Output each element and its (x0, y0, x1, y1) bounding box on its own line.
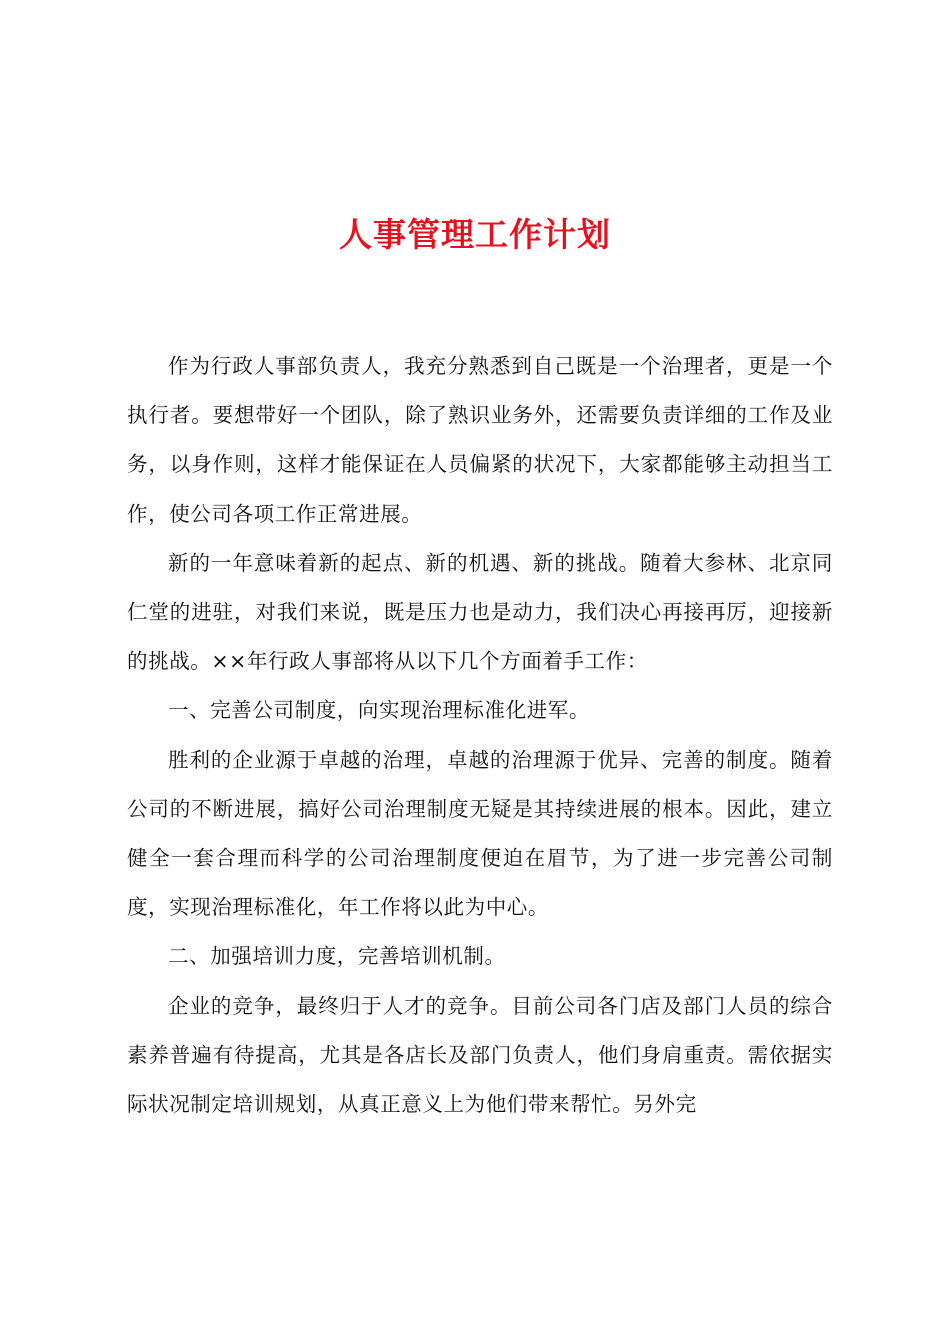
paragraph-intro: 作为行政人事部负责人，我充分熟悉到自己既是一个治理者，更是一个执行者。要想带好一个团队，除了熟识业务外，还需要负责详细的工作及业务，以身作则，这样才能保证在人员偏紧的状况下，大家都能够主动担当工作，使公司各项工作正常进展。 (127, 354, 833, 526)
section-heading-1: 一、完善公司制度，向实现治理标准化进军。 (168, 698, 590, 723)
document-title: 人事管理工作计划 (339, 215, 611, 254)
paragraph-new-year: 新的一年意味着新的起点、新的机遇、新的挑战。随着大参林、北京同仁堂的进驻，对我们来说，既是压力也是动力，我们决心再接再厉，迎接新的挑战。××年行政人事部将从以下几个方面着手工作： (127, 550, 833, 674)
document-body (127, 342, 833, 1129)
paragraph-system: 胜利的企业源于卓越的治理，卓越的治理源于优异、完善的制度。随着公司的不断进展，搞好公司治理制度无疑是其持续进展的根本。因此，建立健全一套合理而科学的公司治理制度便迫在眉节，为了进一步完善公司制度，实现治理标准化，年工作将以此为中心。 (127, 747, 833, 920)
paragraph-training: 企业的竞争，最终归于人才的竞争。目前公司各门店及部门人员的综合素养普遍有待提高，尤其是各店长及部门负责人，他们身肩重责。需依据实际状况制定培训规划，从真正意义上为他们带来帮忙。另外完 (127, 993, 833, 1117)
section-heading-2: 二、加强培训力度，完善培训机制。 (168, 944, 506, 969)
